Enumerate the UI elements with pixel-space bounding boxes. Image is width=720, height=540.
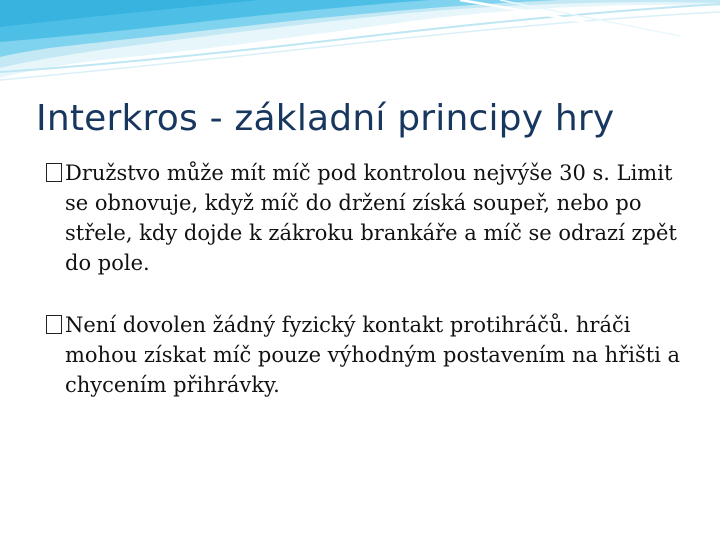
missing-glyph-bullet-icon (46, 315, 62, 334)
bullet-item (46, 158, 686, 278)
bullet-list (46, 158, 686, 432)
missing-glyph-bullet-icon (46, 163, 62, 182)
bullet-text: Družstvo může mít míč pod kontrolou nejvýše 30 s. Limit se obnovuje, když míč do držení získá soupeř, nebo po střele, kdy dojde k zákroku brankáře a míč se odrazí zpět do pole. (65, 161, 677, 275)
bullet-text: Není dovolen žádný fyzický kontakt protihráčů. hráči mohou získat míč pouze výhodným postavením na hřišti a chycením přihrávky. (65, 313, 681, 397)
header-wave-decoration (0, 0, 720, 90)
bullet-item (46, 310, 686, 400)
slide-title: Interkros - základní principy hry (36, 98, 615, 139)
